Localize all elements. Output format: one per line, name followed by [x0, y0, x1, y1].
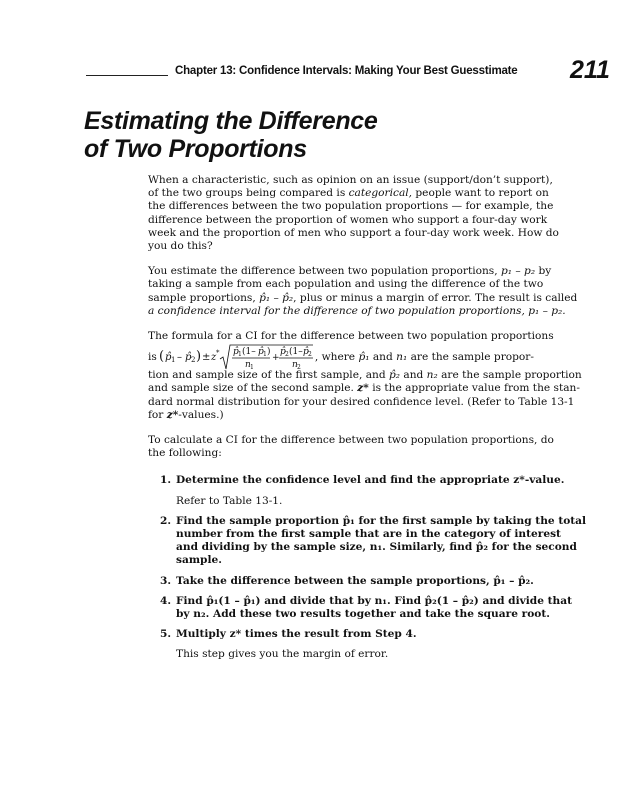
svg-text:n: n [291, 360, 298, 371]
step-5 [160, 628, 552, 661]
text-line: for z*-values.) [148, 408, 224, 421]
svg-text:): ) [195, 349, 201, 365]
svg-text:p̂: p̂ [232, 347, 239, 358]
step-text: Find p̂₁(1 – p̂₁) and divide that by n₁. Find p̂₂(1 – p̂₂) and divide that [176, 594, 572, 607]
paragraph-estimate [148, 265, 578, 318]
svg-text:1: 1 [170, 356, 176, 365]
text-line: tion and sample size of the first sample, and p̂₂ and n₂ are the sample proportion [148, 369, 582, 382]
svg-text:1: 1 [262, 351, 267, 359]
step-note: This step gives you the margin of error. [176, 648, 389, 661]
step-3 [160, 575, 552, 588]
step-note: Refer to Table 13-1. [176, 494, 283, 507]
svg-text:(1–: (1– [288, 347, 303, 358]
text-line: the following: [148, 447, 222, 460]
text-line: The formula for a CI for the difference between two population proportions [148, 330, 554, 343]
text-line: week and the proportion of men who support a four-day work week. How do [148, 226, 559, 239]
text-line: difference between the proportion of women who support a four-day work [148, 213, 548, 226]
step-text: Take the difference between the sample proportions, p̂₁ – p̂₂. [176, 574, 534, 587]
text-line: You estimate the difference between two population proportions, p₁ – p₂ by [148, 265, 552, 278]
svg-text:(1–: (1– [241, 347, 256, 358]
text-line: and sample size of the second sample. z* is the appropriate value from the stan- [148, 382, 580, 395]
steps-list [160, 474, 587, 661]
section-title-line-1: Estimating the Difference [84, 107, 378, 135]
svg-text:2: 2 [307, 351, 312, 359]
formula-line: is ( p̂ 1 – p̂ 2 ) ± z * p̂ 1 (1– p̂ 1 ) n 1 + p̂ 2 (1– p̂ 2 n 2 , where p̂₁ and n₁ are the sample propor- [148, 343, 552, 369]
step-text: Multiply z* times the result from Step 4. [176, 628, 417, 641]
svg-text:): ) [266, 347, 271, 358]
svg-text:2: 2 [296, 364, 301, 372]
chapter-title: Chapter 13: Confidence Intervals: Making Your Best Guesstimate [175, 65, 518, 77]
step-text: and dividing by the sample size, n₁. Similarly, find p̂₂ for the second [176, 541, 577, 554]
step-number: 2. [160, 514, 172, 527]
step-text: Find the sample proportion p̂₁ for the first sample by taking the total [176, 514, 587, 527]
section-title [84, 107, 504, 163]
header-rule [86, 75, 168, 76]
svg-text:1: 1 [249, 364, 254, 372]
svg-text:2: 2 [284, 351, 289, 359]
svg-text:p̂: p̂ [257, 347, 264, 358]
step-1 [160, 474, 565, 507]
ci-formula [157, 343, 315, 371]
svg-text:p̂: p̂ [279, 347, 286, 358]
svg-text:p̂: p̂ [164, 352, 172, 364]
text-line: taking a sample from each population and using the difference of the two [148, 278, 544, 291]
body-text [148, 174, 587, 669]
paragraph-intro [148, 174, 559, 253]
step-text: number from the first sample that are in the category of interest [176, 528, 561, 541]
step-text: by n₂. Add these two results together and take the square root. [176, 608, 550, 621]
text-line: of the two groups being compared is categorical, people want to report on [148, 187, 549, 200]
svg-text:1: 1 [237, 351, 242, 359]
step-4 [160, 594, 572, 621]
svg-text:–: – [176, 352, 182, 364]
text-line: the differences between the two population proportions — for example, the [148, 200, 554, 213]
step-text: Determine the confidence level and find the appropriate z*-value. [176, 474, 565, 487]
svg-text:z: z [210, 352, 217, 364]
svg-text:n: n [244, 360, 251, 371]
page-header [86, 56, 616, 86]
text-line: sample proportions, p̂₁ – p̂₂, plus or minus a margin of error. The result is called [148, 291, 578, 304]
svg-text:(: ( [158, 349, 164, 365]
section-title-line-2: of Two Proportions [84, 135, 307, 163]
page-number: 211 [570, 56, 610, 84]
paragraph-procedure [148, 434, 552, 460]
step-number: 5. [160, 628, 172, 641]
svg-text:p̂: p̂ [184, 352, 192, 364]
text-line: When a characteristic, such as opinion on an issue (support/don’t support), [148, 174, 553, 186]
svg-text:2: 2 [190, 356, 196, 365]
step-text: sample. [176, 554, 222, 567]
step-number: 4. [160, 594, 172, 607]
step-2 [160, 514, 587, 568]
text-line: To calculate a CI for the difference between two population proportions, do [148, 434, 554, 447]
svg-text:*: * [215, 349, 220, 358]
svg-text:+: + [271, 353, 280, 364]
text-line: a confidence interval for the difference of two population proportions, p₁ – p₂. [148, 304, 566, 317]
step-number: 3. [160, 574, 172, 587]
svg-text:p̂: p̂ [302, 347, 309, 358]
svg-text:±: ± [201, 352, 211, 364]
paragraph-formula [148, 330, 582, 422]
text-line: dard normal distribution for your desired confidence level. (Refer to Table 13-1 [148, 395, 575, 408]
step-number: 1. [160, 474, 172, 487]
text-line: you do this? [148, 240, 213, 253]
